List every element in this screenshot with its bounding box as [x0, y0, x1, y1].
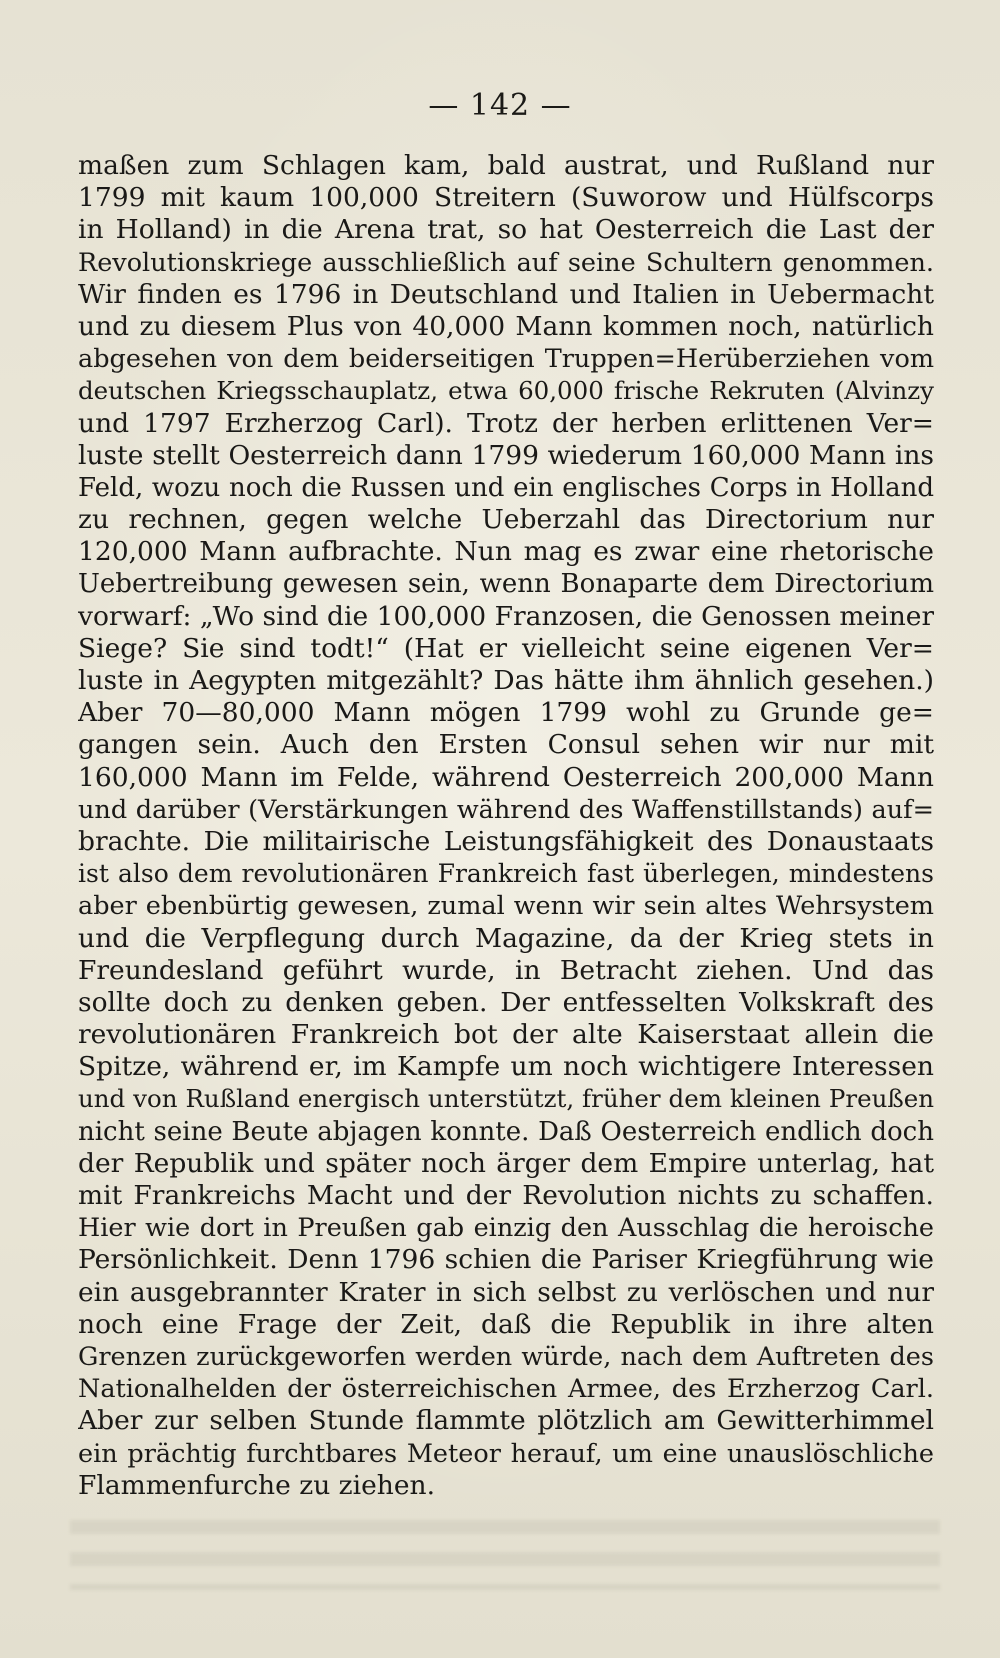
- text-line: deutschen Kriegsschauplatz, etwa 60,000 frische Rekruten (Alvinzy: [78, 376, 934, 406]
- text-line: Aber 70—80,000 Mann mögen 1799 wohl zu Grunde ge=: [78, 697, 934, 729]
- text-line: gangen sein. Auch den Ersten Consul sehen wir nur mit: [78, 729, 934, 761]
- text-line: Grenzen zurückgeworfen werden würde, nach dem Auftreten des: [78, 1341, 934, 1372]
- text-line: und darüber (Verstärkungen während des Waffenstillstands) auf=: [78, 794, 934, 825]
- body-text: [78, 150, 934, 1502]
- text-line: revolutionären Frankreich bot der alte Kaiserstaat allein die: [78, 1019, 934, 1051]
- page-number: — 142 —: [428, 88, 572, 123]
- text-line: Uebertreibung gewesen sein, wenn Bonaparte dem Directorium: [78, 569, 934, 600]
- text-line: und die Verpflegung durch Magazine, da der Krieg stets in: [78, 922, 934, 954]
- text-line: brachte. Die militairische Leistungsfähigkeit des Donaustaats: [78, 825, 934, 857]
- text-line: Spitze, während er, im Kampfe um noch wichtigere Interessen: [78, 1051, 934, 1083]
- text-line: aber ebenbürtig gewesen, zumal wenn wir sein altes Wehrsystem: [78, 891, 934, 922]
- text-line: Feld, wozu noch die Russen und ein englisches Corps in Holland: [78, 472, 934, 503]
- text-line: Siege? Sie sind todt!“ (Hat er vielleicht seine eigenen Ver=: [78, 632, 934, 664]
- text-line: Aber zur selben Stunde flammte plötzlich am Gewitterhimmel: [78, 1405, 934, 1437]
- text-line: noch eine Frage der Zeit, daß die Republik in ihre alten: [78, 1308, 934, 1340]
- text-line: und 1797 Erzherzog Carl). Trotz der herben erlittenen Ver=: [78, 407, 934, 439]
- text-line: Hier wie dort in Preußen gab einzig den Ausschlag die heroische: [78, 1213, 934, 1244]
- text-line: nicht seine Beute abjagen konnte. Daß Oesterreich endlich doch: [78, 1116, 934, 1147]
- text-line: Persönlichkeit. Denn 1796 schien die Pariser Kriegführung wie: [78, 1244, 934, 1276]
- text-line: 160,000 Mann im Felde, während Oesterreich 200,000 Mann: [78, 761, 934, 793]
- text-line: 120,000 Mann aufbrachte. Nun mag es zwar eine rhetorische: [78, 536, 934, 568]
- text-line: ein ausgebrannter Krater in sich selbst zu verlöschen und nur: [78, 1276, 934, 1308]
- text-line: zu rechnen, gegen welche Ueberzahl das Directorium nur: [78, 504, 934, 536]
- text-line: Revolutionskriege ausschließlich auf seine Schultern genommen.: [78, 247, 934, 278]
- text-line: ein prächtig furchtbares Meteor herauf, um eine unauslöschliche: [78, 1438, 934, 1469]
- text-line: luste in Aegypten mitgezählt? Das hätte ihm ähnlich gesehen.): [78, 665, 934, 696]
- text-line: abgesehen von dem beiderseitigen Truppen=Herüberziehen vom: [78, 344, 934, 375]
- text-line: in Holland) in die Arena trat, so hat Oesterreich die Last der: [78, 214, 934, 246]
- text-line: und von Rußland energisch unterstützt, früher dem kleinen Preußen: [78, 1084, 934, 1114]
- text-line: luste stellt Oesterreich dann 1799 wiederum 160,000 Mann ins: [78, 439, 934, 471]
- text-line: sollte doch zu denken geben. Der entfesselten Volkskraft des: [78, 986, 934, 1018]
- text-line: vorwarf: „Wo sind die 100,000 Franzosen, die Genossen meiner: [78, 600, 934, 632]
- text-line: mit Frankreichs Macht und der Revolution nichts zu schaffen.: [78, 1180, 934, 1211]
- text-line: Freundesland geführt wurde, in Betracht ziehen. Und das: [78, 954, 934, 986]
- text-line: 1799 mit kaum 100,000 Streitern (Suworow und Hülfscorps: [78, 182, 934, 214]
- text-line: ist also dem revolutionären Frankreich fast überlegen, mindestens: [78, 859, 934, 889]
- text-line: Nationalhelden der österreichischen Armee, des Erzherzog Carl.: [78, 1374, 934, 1405]
- text-line: maßen zum Schlagen kam, bald austrat, und Rußland nur: [78, 150, 934, 181]
- text-line: Flammenfurche zu ziehen.: [78, 1469, 436, 1501]
- text-line: Wir finden es 1796 in Deutschland und Italien in Uebermacht: [78, 278, 934, 310]
- text-line: und zu diesem Plus von 40,000 Mann kommen noch, natürlich: [78, 310, 934, 342]
- text-line: der Republik und später noch ärger dem Empire unterlag, hat: [78, 1147, 934, 1179]
- show-through-text: [70, 1520, 940, 1590]
